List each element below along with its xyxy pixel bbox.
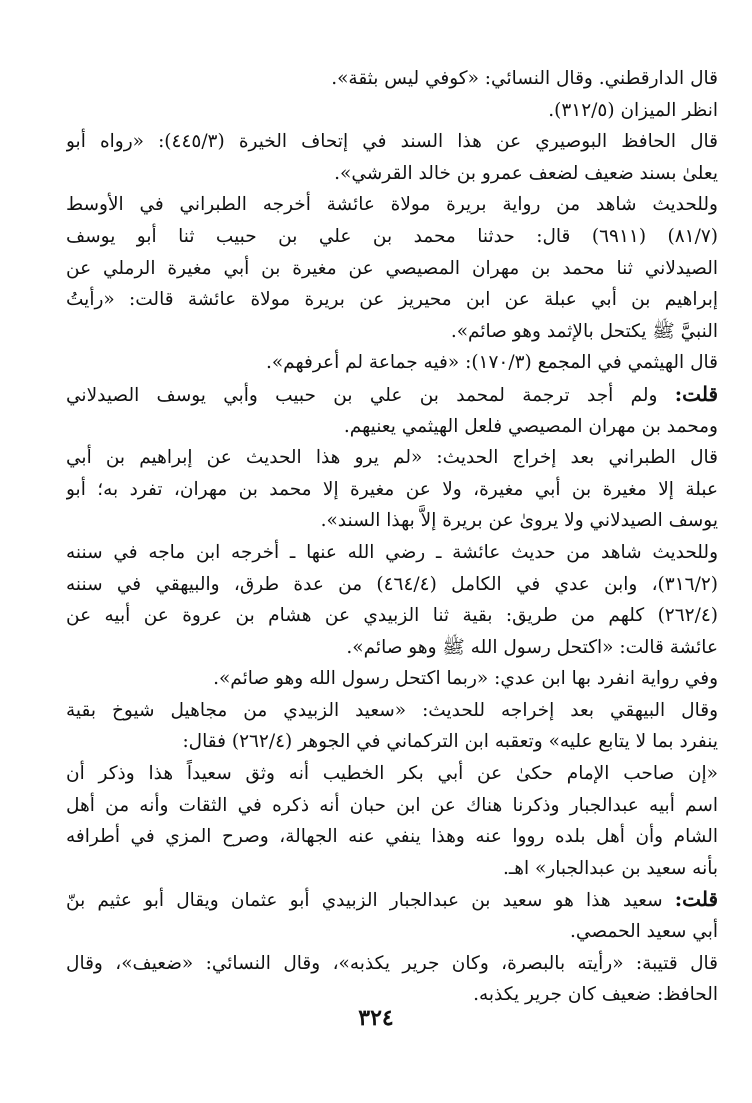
line-text: الحافظ: ضعيف كان جرير يكذبه. xyxy=(473,984,718,1006)
page-number: ٣٢٤ xyxy=(358,1005,394,1031)
line-text: قال الحافظ البوصيري عن هذا السند في إتحاف الخيرة (٤٤٥/٣): «رواه أبو xyxy=(66,131,718,153)
text-line xyxy=(66,442,718,474)
line-text: وللحديث شاهد من حديث عائشة ـ رضي الله عنها ـ أخرجه ابن ماجه في سننه xyxy=(66,541,718,563)
text-line xyxy=(66,569,718,601)
text-line xyxy=(66,884,718,916)
text-line xyxy=(66,253,718,285)
text-line xyxy=(66,411,718,443)
text-line xyxy=(66,221,718,253)
line-text: ولم أجد ترجمة لمحمد بن علي بن حبيب وأبي يوسف الصيدلاني xyxy=(66,384,675,406)
line-text: (٣١٦/٢)، وابن عدي في الكامل (٤٦٤/٤) من عدة طرق، والبيهقي في سننه xyxy=(66,573,718,595)
line-text: عائشة قالت: «اكتحل رسول الله ﷺ وهو صائم». xyxy=(346,636,718,658)
line-text: أبي سعيد الحمصي. xyxy=(570,921,718,943)
line-text: الصيدلاني ثنا محمد بن مهران المصيصي عن مغيرة بن أبي مغيرة الرملي عن xyxy=(66,257,718,279)
line-text: انظر الميزان (٣١٢/٥). xyxy=(548,99,718,121)
text-line xyxy=(66,600,718,632)
line-text: قال الطبراني بعد إخراج الحديث: «لم يرو هذا الحديث عن إبراهيم بن أبي xyxy=(66,447,718,469)
text-line xyxy=(66,663,718,695)
body-text xyxy=(66,63,718,1011)
line-text: وقال البيهقي بعد إخراجه للحديث: «سعيد الزبيدي من مجاهيل شيوخ بقية xyxy=(66,699,718,721)
text-line xyxy=(66,948,718,980)
text-line xyxy=(66,758,718,790)
line-text: اسم أبيه عبدالجبار وذكرنا هناك عن ابن حبان أنه ذكره في الثقات وأنه من أهل xyxy=(66,794,718,816)
lead-word: قلت: xyxy=(674,381,718,406)
text-line xyxy=(66,95,718,127)
line-text: عبلة إلا مغيرة بن أبي مغيرة، ولا عن مغيرة إلا محمد بن مهران، تفرد به؛ أبو xyxy=(66,478,718,500)
text-line xyxy=(66,632,718,664)
text-line xyxy=(66,726,718,758)
line-text: (٨١/٧) (٦٩١١) قال: حدثنا محمد بن علي بن حبيب ثنا أبو يوسف xyxy=(66,225,718,247)
text-line xyxy=(66,821,718,853)
text-line xyxy=(66,916,718,948)
line-text: وللحديث شاهد من رواية بريرة مولاة عائشة أخرجه الطبراني في الأوسط xyxy=(66,194,718,216)
text-line xyxy=(66,537,718,569)
text-line xyxy=(66,63,718,95)
line-text: يوسف الصيدلاني ولا يروىٰ عن بريرة إلاَّ بهذا السند». xyxy=(320,510,718,532)
text-line xyxy=(66,347,718,379)
line-text: الشام وأن أهل بلده رووا عنه وهذا ينفي عنه الجهالة، وصرح المزي في أطرافه xyxy=(66,826,718,848)
line-text: النبيَّ ﷺ يكتحل بالإثمد وهو صائم». xyxy=(450,320,718,342)
line-text: قال الدارقطني. وقال النسائي: «كوفي ليس بثقة». xyxy=(331,68,718,89)
line-text: قال قتيبة: «رأيته بالبصرة، وكان جرير يكذبه»، وقال النسائي: «ضعيف»، وقال xyxy=(66,952,718,974)
lead-word: قلت: xyxy=(674,887,718,912)
line-text: قال الهيثمي في المجمع (١٧٠/٣): «فيه جماعة لم أعرفهم». xyxy=(265,352,718,374)
text-line xyxy=(66,853,718,885)
text-line xyxy=(66,474,718,506)
line-text: بأنه سعيد بن عبدالجبار» اهـ. xyxy=(502,857,718,879)
text-line xyxy=(66,126,718,158)
text-line xyxy=(66,790,718,822)
line-text: ينفرد بما لا يتابع عليه» وتعقبه ابن التركماني في الجوهر (٢٦٢/٤) فقال: xyxy=(182,731,718,753)
line-text: إبراهيم بن أبي عبلة عن ابن محيريز عن بريرة مولاة عائشة قالت: «رأيتُ xyxy=(66,289,718,311)
text-line xyxy=(66,379,718,411)
line-text: سعيد هذا هو سعيد بن عبدالجبار الزبيدي أبو عثمان ويقال أبو عثيم بنّ xyxy=(66,890,675,912)
line-text: ومحمد بن مهران المصيصي فلعل الهيثمي يعنيهم. xyxy=(343,415,718,437)
line-text: (٢٦٢/٤) كلهم من طريق: بقية ثنا الزبيدي عن هشام بن عروة عن أبيه عن xyxy=(66,605,718,627)
text-line xyxy=(66,316,718,348)
text-line xyxy=(66,695,718,727)
line-text: يعلىٰ بسند ضعيف لضعف عمرو بن خالد القرشي». xyxy=(334,162,718,184)
text-line xyxy=(66,505,718,537)
text-line xyxy=(66,158,718,190)
text-line xyxy=(66,284,718,316)
line-text: وفي رواية انفرد بها ابن عدي: «ربما اكتحل رسول الله وهو صائم». xyxy=(213,668,718,690)
text-line xyxy=(66,189,718,221)
line-text: «إن صاحب الإمام حكىٰ عن أبي بكر الخطيب أنه وثق سعيداً هذا وذكر أن xyxy=(66,763,718,785)
